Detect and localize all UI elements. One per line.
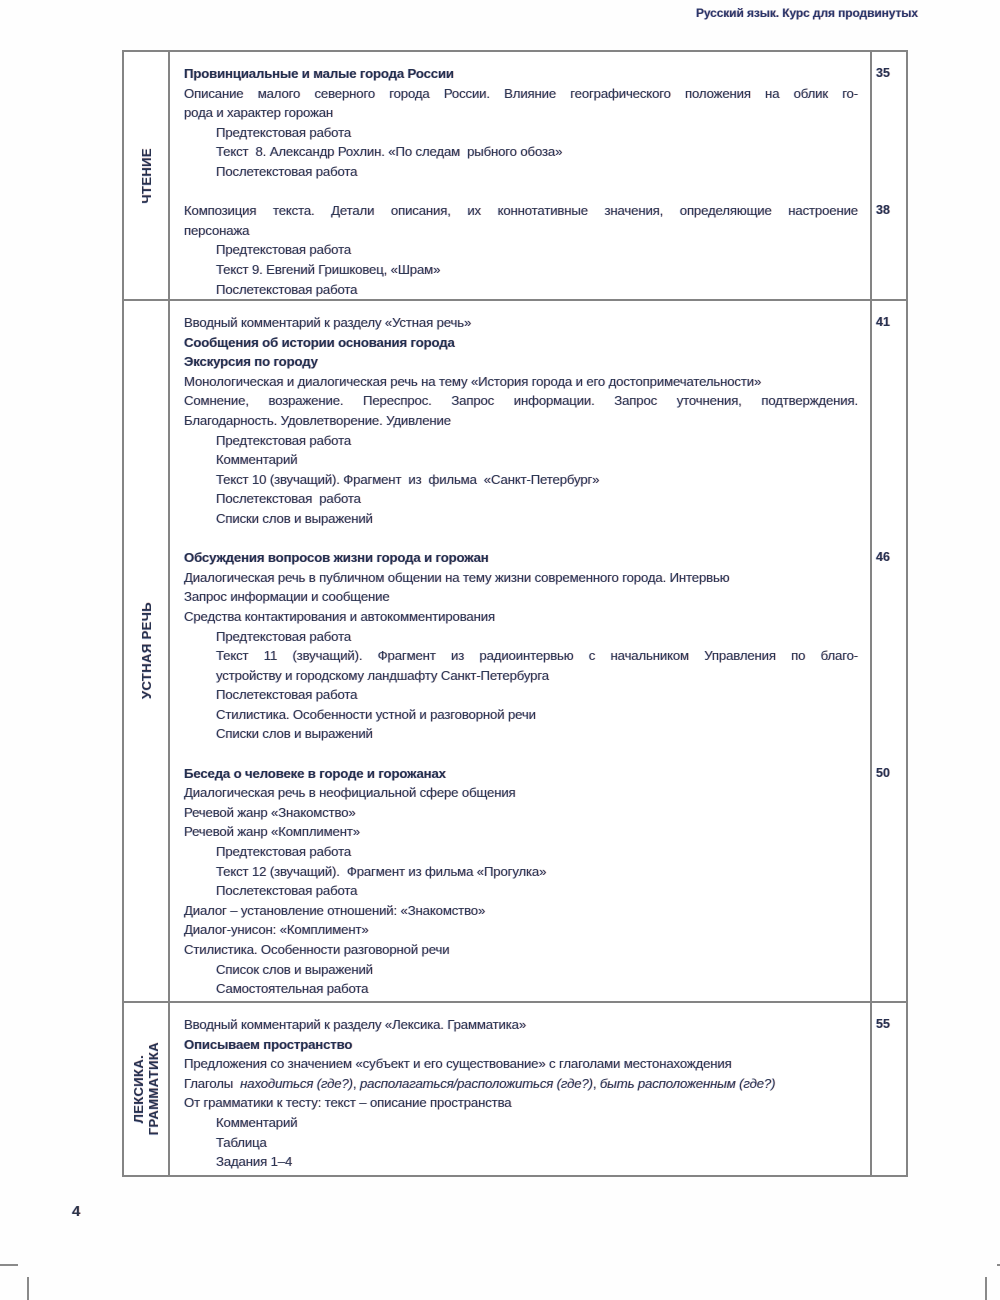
toc-line: Таблица xyxy=(216,1134,267,1150)
toc-entry-block xyxy=(184,548,890,744)
section-label: УСТНАЯ РЕЧЬ xyxy=(138,602,154,700)
toc-line: Самостоятельная работа xyxy=(216,981,369,997)
toc-line: Диалогическая речь в публичном общении на тему жизни современного города. Интервью xyxy=(184,569,730,585)
page-number-column xyxy=(872,301,906,1001)
toc-line: Предтекстовая работа xyxy=(216,628,352,644)
toc-line: Глаголы находиться (где?), располагаться/расположиться (где?), быть расположенным (где?) xyxy=(184,1075,776,1091)
toc-line: Послетекстовая работа xyxy=(216,883,358,899)
toc-entry-block xyxy=(184,764,890,999)
toc-table xyxy=(122,50,908,1177)
toc-line: персонажа xyxy=(184,222,250,238)
toc-line: Предтекстовая работа xyxy=(216,124,352,140)
toc-line: Средства контактирования и автокомментирования xyxy=(184,608,495,624)
toc-line: Диалог-унисон: «Комплимент» xyxy=(184,922,369,938)
page-ref: 55 xyxy=(876,1017,890,1031)
toc-line: Текст 8. Александр Рохлин. «По следам рыбного обоза» xyxy=(216,144,563,160)
page-number: 4 xyxy=(72,1203,81,1220)
toc-line: Послетекстовая работа xyxy=(216,491,361,507)
page-number-column xyxy=(872,52,906,299)
section-label-cell xyxy=(124,52,170,299)
toc-line: Вводный комментарий к разделу «Лексика. Грамматика» 55 xyxy=(184,1015,858,1035)
toc-line: Списки слов и выражений xyxy=(216,726,373,742)
toc-line: Речевой жанр «Знакомство» xyxy=(184,804,356,820)
scan-artifact-line xyxy=(27,1277,29,1300)
toc-section xyxy=(124,299,906,1001)
toc-line: Монологическая и диалогическая речь на тему «История города и его достопримечательности» xyxy=(184,373,762,389)
toc-line: Текст 12 (звучащий). Фрагмент из фильма «Прогулка» xyxy=(216,863,547,879)
toc-line: Стилистика. Особенности разговорной речи xyxy=(184,942,450,957)
toc-line: Описание малого северного города России. Влияние географического положения на облик го- xyxy=(184,85,858,101)
toc-line: Обсуждения вопросов жизни города и горожан 46 xyxy=(184,548,858,568)
toc-entry-block xyxy=(184,64,890,182)
toc-line: рода и характер горожан xyxy=(184,105,334,121)
toc-line: Вводный комментарий к разделу «Устная речь» 41 xyxy=(184,313,858,333)
toc-line: Задания 1–4 xyxy=(216,1154,293,1170)
toc-line: Благодарность. Удовлетворение. Удивление xyxy=(184,412,451,428)
toc-line: Предтекстовая работа xyxy=(216,242,352,258)
page-ref: 46 xyxy=(876,550,890,565)
toc-entry-block xyxy=(184,201,890,299)
section-content xyxy=(170,52,890,299)
toc-section xyxy=(124,1001,906,1175)
toc-line: Предтекстовая работа xyxy=(216,432,352,448)
section-label: ЛЕКСИКА. ГРАММАТИКА xyxy=(131,1042,161,1136)
toc-line: Беседа о человеке в городе и горожанах 50 xyxy=(184,764,858,784)
toc-line: устройству и городскому ландшафту Санкт-Петербурга xyxy=(216,667,549,683)
scan-artifact-line xyxy=(0,1264,18,1266)
toc-line: Текст 9. Евгений Гришковец, «Шрам» xyxy=(216,261,441,277)
scan-artifact-line xyxy=(985,1277,987,1300)
toc-line: Речевой жанр «Комплимент» xyxy=(184,824,360,840)
toc-line: Сомнение, возражение. Переспрос. Запрос информации. Запрос уточнения, подтверждения. xyxy=(184,393,858,409)
toc-line: Списки слов и выражений xyxy=(216,510,373,526)
page-ref: 38 xyxy=(876,203,890,218)
toc-line: Послетекстовая работа xyxy=(216,163,358,179)
toc-line: Послетекстовая работа xyxy=(216,281,358,297)
toc-entry-block xyxy=(184,313,890,529)
toc-line: Комментарий xyxy=(216,452,298,468)
toc-line: Комментарий xyxy=(216,1114,298,1130)
toc-line: Послетекстовая работа xyxy=(216,687,358,703)
toc-line: Текст 10 (звучащий). Фрагмент из фильма «Санкт-Петербург» xyxy=(216,471,600,487)
section-content xyxy=(170,301,890,1001)
toc-line: Провинциальные и малые города России 35 xyxy=(184,64,858,84)
toc-line: Диалог – установление отношений: «Знакомство» xyxy=(184,902,486,918)
toc-line: Стилистика. Особенности устной и разговорной речи xyxy=(216,706,536,722)
section-content xyxy=(170,1003,890,1175)
toc-line: Описываем пространство xyxy=(184,1036,353,1052)
toc-line: Диалогическая речь в неофициальной сфере общения xyxy=(184,785,516,801)
page-ref: 35 xyxy=(876,66,890,80)
section-label: ЧТЕНИЕ xyxy=(138,147,154,204)
toc-line: Предтекстовая работа xyxy=(216,844,352,860)
toc-line: Список слов и выражений xyxy=(216,961,373,977)
toc-section xyxy=(124,52,906,299)
toc-line: Сообщения об истории основания города xyxy=(184,334,455,350)
page-ref: 41 xyxy=(876,315,890,329)
toc-entry-block xyxy=(184,1015,890,1172)
running-header: Русский язык. Курс для продвинутых xyxy=(695,6,918,20)
toc-line: Экскурсия по городу xyxy=(184,354,318,370)
section-label-cell xyxy=(124,1003,170,1175)
toc-line: Предложения со значением «субъект и его существование» с глаголами местонахождения xyxy=(184,1056,732,1072)
toc-line: Запрос информации и сообщение xyxy=(184,589,390,605)
toc-line: Композиция текста. Детали описания, их коннотативные значения, определяющие настроение 38 xyxy=(184,201,858,221)
page-ref: 50 xyxy=(876,765,890,780)
toc-line: От грамматики к тесту: текст – описание пространства xyxy=(184,1095,512,1111)
section-label-cell xyxy=(124,301,170,1001)
toc-line: Текст 11 (звучащий). Фрагмент из радиоинтервью с начальником Управления по благо- xyxy=(216,648,858,664)
